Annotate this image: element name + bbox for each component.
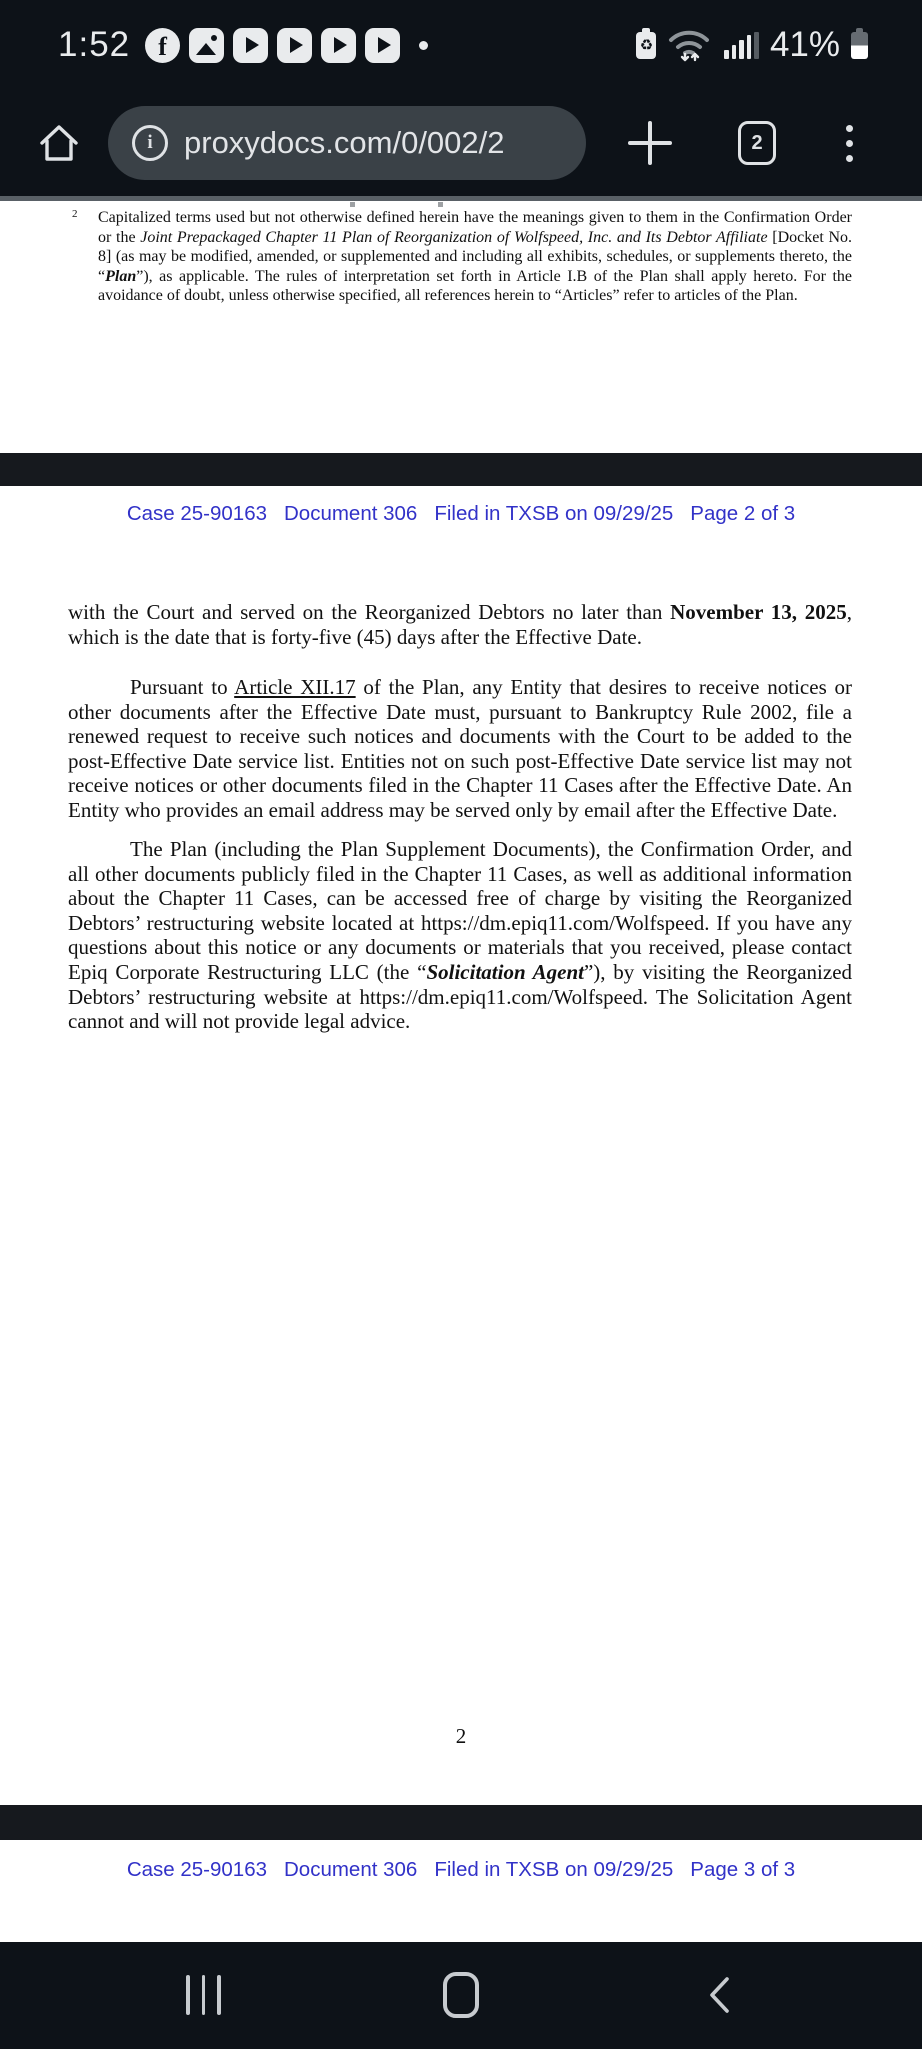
facebook-icon: f [145, 28, 180, 63]
url-bar[interactable] [108, 106, 586, 180]
wifi-icon [667, 28, 713, 62]
site-info-icon[interactable]: i [132, 125, 168, 161]
back-icon [705, 1975, 733, 2015]
power-saving-icon: ♻ [636, 32, 656, 59]
footnote: 2 Capitalized terms used but not otherwise defined herein have the meanings given to them in the Confirmation Order or the Joint Prepackaged Chapter 11 Plan of Reorganization of Wolfspeed, Inc. and Its Debtor Affiliate [Docket No. 8] (as may be modified, amended, or supplemented and including all exhibits, schedules, or supplements thereto, the “Plan”), as applicable. The rules of interpretation set forth in Article I.B of the Plan shall apply hereto. For the avoidance of doubt, unless otherwise specified, all references herein to “Articles” refer to articles of the Plan. [70, 208, 852, 306]
clipped-text-fragment [438, 202, 443, 207]
play-icon [365, 28, 400, 63]
paragraph: The Plan (including the Plan Supplement Documents), the Confirmation Order, and all other documents publicly filed in the Chapter 11 Cases, as well as additional information about the Chapter 11 Cases, can be accessed free of charge by visiting the Reorganized Debtors’ restructuring website located at https://dm.epiq11.com/Wolfspeed. If you have any questions about this notice or any documents or materials that you received, please contact Epiq Corporate Restructuring LLC (the “Solicitation Agent”), by visiting the Reorganized Debtors’ restructuring website at https://dm.epiq11.com/Wolfspeed. The Solicitation Agent cannot and will not provide legal advice. [68, 837, 853, 1034]
gallery-icon [189, 28, 224, 63]
paragraph: with the Court and served on the Reorganized Debtors no later than November 13, 2025, which is the date that is forty-five (45) days after the Effective Date. [68, 600, 852, 649]
home-button[interactable] [36, 121, 82, 165]
page-separator [0, 1805, 922, 1840]
play-icon [277, 28, 312, 63]
status-bar-notifications [58, 25, 428, 65]
notification-overflow-dot [419, 41, 428, 50]
pdf-viewer[interactable] [0, 196, 922, 1942]
page-separator [0, 453, 922, 486]
case-stamp-page2: Case 25-90163 Document 306 Filed in TXSB on 09/29/25 Page 2 of 3 [126, 502, 796, 525]
tab-count: 2 [751, 131, 763, 154]
signal-strength-icon [724, 32, 759, 59]
home-icon [36, 121, 82, 165]
url-text: proxydocs.com/0/002/2 [184, 125, 505, 160]
status-bar [0, 0, 922, 90]
recents-button[interactable] [186, 1975, 221, 2015]
clipped-text-fragment [350, 202, 355, 207]
page-number: 2 [455, 1724, 467, 1748]
tab-switcher-button[interactable] [738, 121, 776, 165]
browser-toolbar [0, 90, 922, 196]
battery-percent: 41% [769, 25, 840, 64]
android-nav-bar [0, 1942, 922, 2049]
paragraph: Pursuant to Article XII.17 of the Plan, any Entity that desires to receive notices or other documents after the Effective Date must, pursuant to Bankruptcy Rule 2002, file a renewed request to receive such notices and documents with the Court to be added to the post-Effective Date service list. Entities not on such post-Effective Date service list may not receive notices or other documents filed in the Chapter 11 Cases after the Effective Date. An Entity who provides an email address may be served only by email after the Effective Date. [68, 675, 852, 822]
home-nav-button[interactable] [443, 1972, 479, 2018]
play-icon [321, 28, 356, 63]
status-bar-system-icons [636, 25, 868, 65]
clock: 1:52 [58, 25, 131, 64]
case-stamp-page3: Case 25-90163 Document 306 Filed in TXSB on 09/29/25 Page 3 of 3 [126, 1858, 796, 1881]
new-tab-button[interactable] [628, 121, 672, 165]
battery-icon [851, 32, 868, 59]
play-icon [233, 28, 268, 63]
page-edge-strip [0, 196, 922, 201]
footnote-marker: 2 [72, 208, 78, 220]
browser-menu-button[interactable] [846, 125, 853, 162]
back-button[interactable] [705, 1975, 733, 2020]
